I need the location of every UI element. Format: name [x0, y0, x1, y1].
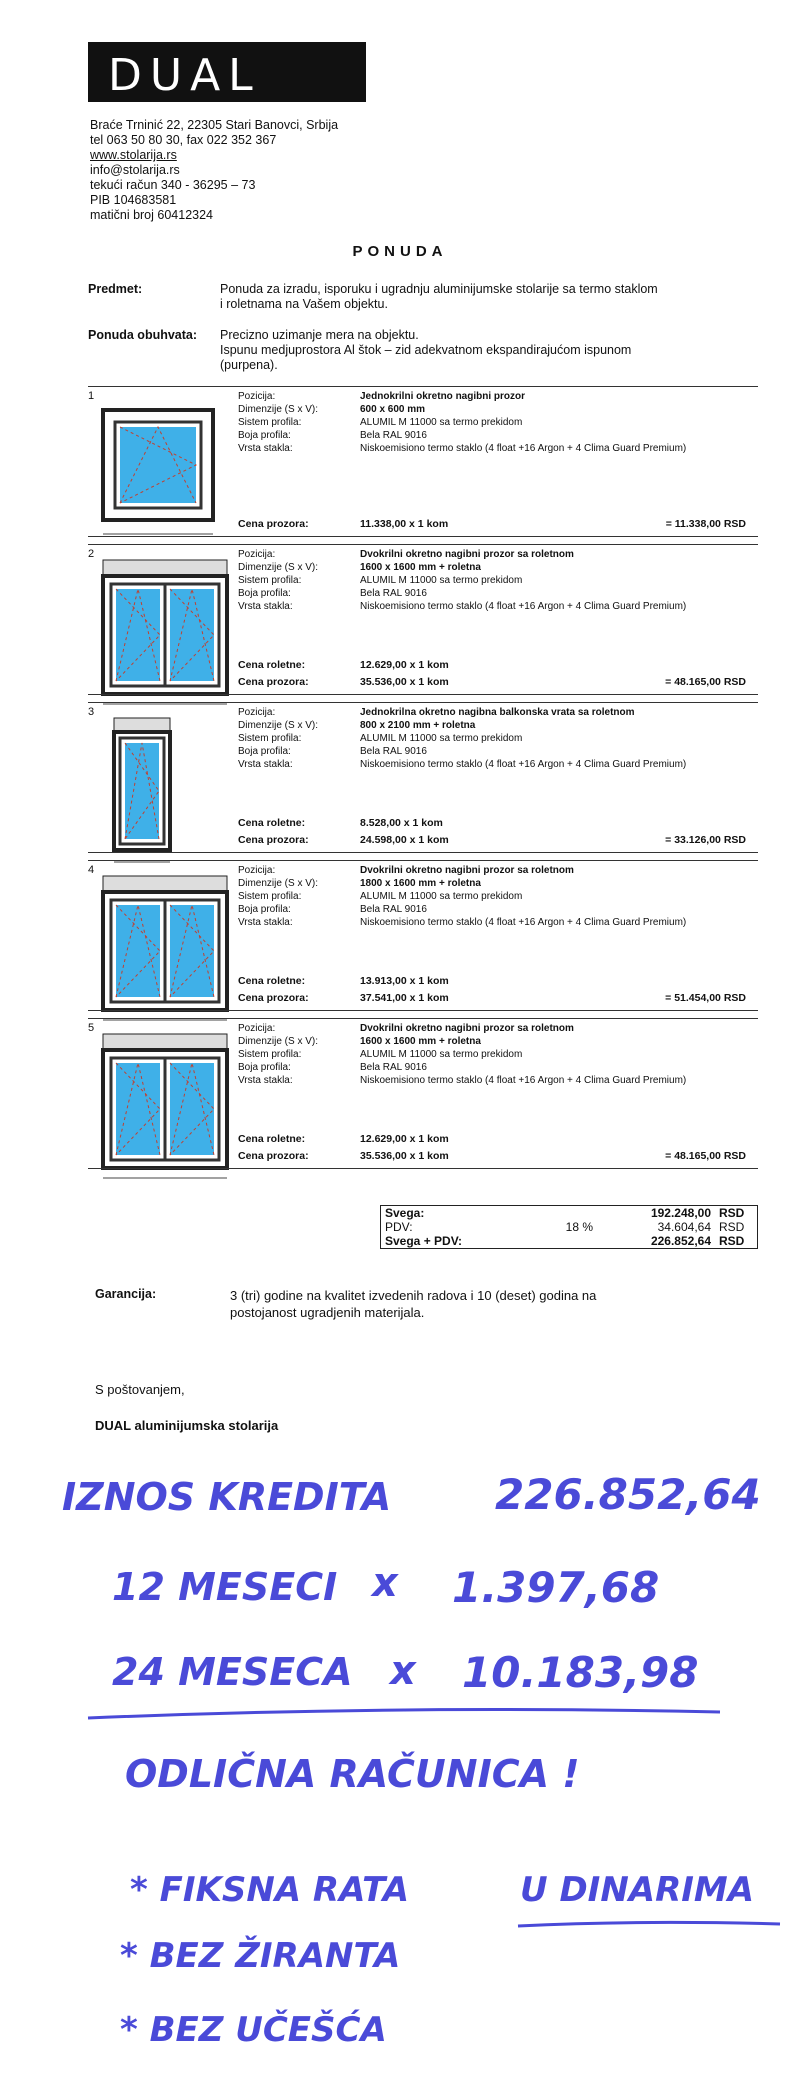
handwritten-times: x [390, 1648, 416, 1694]
spec-sistem-value: ALUMIL M 11000 sa termo prekidom [360, 1049, 523, 1060]
garancija-line: 3 (tri) godine na kvalitet izvedenih radova i 10 (deset) godina na [230, 1288, 597, 1303]
item-total-value: = 48.165,00 RSD [665, 676, 746, 688]
spec-key: Pozicija: [238, 549, 276, 560]
spec-key: Pozicija: [238, 707, 276, 718]
window-price-value: 35.536,00 x 1 kom [360, 676, 449, 688]
spec-key: Sistem profila: [238, 891, 302, 902]
spec-pozicija-value: Jednokrilna okretno nagibna balkonska vrata sa roletnom [360, 707, 635, 718]
spec-pozicija-value: Dvokrilni okretno nagibni prozor sa roletnom [360, 865, 574, 876]
roletna-price-value: 12.629,00 x 1 kom [360, 1133, 449, 1145]
window-price-value: 35.536,00 x 1 kom [360, 1150, 449, 1162]
item-number: 5 [88, 1022, 95, 1034]
item-total-value: = 48.165,00 RSD [665, 1150, 746, 1162]
subtotal-label: Svega: [385, 1206, 425, 1220]
spec-key: Boja profila: [238, 1062, 291, 1073]
handwritten-in-dinars: U DINARIMA [520, 1870, 755, 1910]
obuhvata-line: Ispunu medjuprostora Al štok – zid adekvatnom ekspandirajućom ispunom [220, 343, 632, 357]
handwritten-fixed-rate: * FIKSNA RATA [130, 1870, 410, 1910]
handwritten-term-24: 24 MESECA [112, 1650, 353, 1694]
predmet-line: i roletnama na Vašem objektu. [220, 297, 388, 311]
window-price-label: Cena prozora: [238, 676, 309, 688]
spec-sistem-value: ALUMIL M 11000 sa termo prekidom [360, 417, 523, 428]
spec-key: Dimenzije (S x V): [238, 562, 319, 573]
company-mb: matični broj 60412324 [90, 208, 213, 222]
company-email: info@stolarija.rs [90, 163, 180, 177]
spec-sistem-value: ALUMIL M 11000 sa termo prekidom [360, 575, 523, 586]
window-price-label: Cena prozora: [238, 834, 309, 846]
item-number: 2 [88, 548, 95, 560]
roletna-price-value: 8.528,00 x 1 kom [360, 817, 443, 829]
window-price-label: Cena prozora: [238, 1150, 309, 1162]
currency: RSD [719, 1234, 745, 1248]
spec-staklo-value: Niskoemisiono termo staklo (4 float +16 Argon + 4 Clima Guard Premium) [360, 601, 687, 612]
handwritten-loan-label: IZNOS KREDITA [62, 1475, 392, 1519]
spec-dimenzije-value: 1600 x 1600 mm + roletna [360, 562, 481, 573]
vat-label: PDV: [385, 1220, 413, 1234]
spec-pozicija-value: Jednokrilni okretno nagibni prozor [360, 391, 526, 402]
vat-rate: 18 % [565, 1220, 593, 1234]
grand-total-label: Svega + PDV: [385, 1234, 463, 1248]
spec-dimenzije-value: 1800 x 1600 mm + roletna [360, 878, 481, 889]
spec-dimenzije-value: 800 x 2100 mm + roletna [360, 720, 476, 731]
spec-key: Vrsta stakla: [238, 601, 293, 612]
spec-key: Pozicija: [238, 865, 276, 876]
roletna-price-value: 12.629,00 x 1 kom [360, 659, 449, 671]
spec-key: Vrsta stakla: [238, 917, 293, 928]
roletna-price-label: Cena roletne: [238, 1133, 306, 1145]
page-title: PONUDA [352, 243, 448, 260]
obuhvata-line: Precizno uzimanje mera na objektu. [220, 328, 419, 342]
spec-key: Boja profila: [238, 904, 291, 915]
handwritten-term-12: 12 MESECI [112, 1565, 338, 1609]
spec-pozicija-value: Dvokrilni okretno nagibni prozor sa roletnom [360, 549, 574, 560]
closing-company: DUAL aluminijumska stolarija [95, 1418, 279, 1433]
handwritten-slogan: ODLIČNA RAČUNICA ! [125, 1752, 580, 1796]
spec-boja-value: Bela RAL 9016 [360, 588, 427, 599]
closing-greeting: S poštovanjem, [95, 1382, 185, 1397]
company-account: tekući račun 340 - 36295 – 73 [90, 178, 256, 192]
roletna-price-value: 13.913,00 x 1 kom [360, 975, 449, 987]
spec-dimenzije-value: 1600 x 1600 mm + roletna [360, 1036, 481, 1047]
obuhvata-line: (purpena). [220, 358, 278, 372]
spec-key: Vrsta stakla: [238, 759, 293, 770]
spec-staklo-value: Niskoemisiono termo staklo (4 float +16 Argon + 4 Clima Guard Premium) [360, 1075, 687, 1086]
spec-key: Dimenzije (S x V): [238, 720, 319, 731]
window-price-value: 37.541,00 x 1 kom [360, 992, 449, 1004]
spec-key: Sistem profila: [238, 417, 302, 428]
spec-key: Vrsta stakla: [238, 1075, 293, 1086]
item-number: 4 [88, 864, 95, 876]
handwritten-divider-line [88, 1710, 720, 1718]
predmet-line: Ponuda za izradu, isporuku i ugradnju aluminijumske stolarije sa termo staklom [220, 282, 658, 296]
spec-boja-value: Bela RAL 9016 [360, 904, 427, 915]
window-price-value: 11.338,00 x 1 kom [360, 518, 449, 530]
item-number: 1 [88, 390, 95, 402]
predmet-label: Predmet: [88, 282, 143, 296]
handwritten-rate-12: 1.397,68 [452, 1563, 660, 1612]
handwritten-rate-24: 10.183,98 [462, 1648, 699, 1697]
obuhvata-label: Ponuda obuhvata: [88, 328, 198, 342]
grand-total-value: 226.852,64 [650, 1234, 711, 1248]
logo-text: DUAL [108, 50, 261, 101]
spec-key: Sistem profila: [238, 575, 302, 586]
spec-key: Pozicija: [238, 1023, 276, 1034]
spec-pozicija-value: Dvokrilni okretno nagibni prozor sa roletnom [360, 1023, 574, 1034]
handwritten-no-deposit: * BEZ UČEŠĆA [120, 2010, 387, 2050]
spec-dimenzije-value: 600 x 600 mm [360, 404, 426, 415]
handwritten-loan-amount: 226.852,64 [495, 1470, 761, 1519]
spec-key: Boja profila: [238, 588, 291, 599]
company-tel: tel 063 50 80 30, fax 022 352 367 [90, 133, 277, 147]
currency: RSD [719, 1206, 745, 1220]
item-total-value: = 51.454,00 RSD [665, 992, 746, 1004]
handwritten-times: x [372, 1560, 398, 1606]
window-price-label: Cena prozora: [238, 518, 309, 530]
garancija-label: Garancija: [95, 1287, 157, 1301]
company-pib: PIB 104683581 [90, 193, 177, 207]
window-price-value: 24.598,00 x 1 kom [360, 834, 449, 846]
spec-staklo-value: Niskoemisiono termo staklo (4 float +16 Argon + 4 Clima Guard Premium) [360, 443, 687, 454]
subtotal-value: 192.248,00 [650, 1206, 711, 1220]
handwritten-no-guarantor: * BEZ ŽIRANTA [120, 1936, 401, 1976]
spec-boja-value: Bela RAL 9016 [360, 1062, 427, 1073]
spec-key: Dimenzije (S x V): [238, 1036, 319, 1047]
company-address: Braće Trninić 22, 22305 Stari Banovci, Srbija [90, 118, 339, 132]
spec-key: Pozicija: [238, 391, 276, 402]
spec-key: Dimenzije (S x V): [238, 404, 319, 415]
item-number: 3 [88, 706, 95, 718]
spec-key: Sistem profila: [238, 1049, 302, 1060]
spec-boja-value: Bela RAL 9016 [360, 430, 427, 441]
currency: RSD [719, 1220, 745, 1234]
company-web-link[interactable]: www.stolarija.rs [90, 148, 177, 162]
spec-sistem-value: ALUMIL M 11000 sa termo prekidom [360, 891, 523, 902]
vat-value: 34.604,64 [657, 1220, 711, 1234]
item-total-value: = 33.126,00 RSD [665, 834, 746, 846]
spec-boja-value: Bela RAL 9016 [360, 746, 427, 757]
spec-key: Sistem profila: [238, 733, 302, 744]
spec-sistem-value: ALUMIL M 11000 sa termo prekidom [360, 733, 523, 744]
spec-key: Vrsta stakla: [238, 443, 293, 454]
garancija-line: postojanost ugradjenih materijala. [230, 1305, 425, 1320]
spec-staklo-value: Niskoemisiono termo staklo (4 float +16 Argon + 4 Clima Guard Premium) [360, 759, 687, 770]
spec-staklo-value: Niskoemisiono termo staklo (4 float +16 Argon + 4 Clima Guard Premium) [360, 917, 687, 928]
window-price-label: Cena prozora: [238, 992, 309, 1004]
spec-key: Dimenzije (S x V): [238, 878, 319, 889]
roletna-price-label: Cena roletne: [238, 659, 306, 671]
handwritten-underline [518, 1922, 780, 1926]
item-total-value: = 11.338,00 RSD [665, 518, 746, 530]
spec-key: Boja profila: [238, 430, 291, 441]
roletna-price-label: Cena roletne: [238, 817, 306, 829]
roletna-price-label: Cena roletne: [238, 975, 306, 987]
spec-key: Boja profila: [238, 746, 291, 757]
